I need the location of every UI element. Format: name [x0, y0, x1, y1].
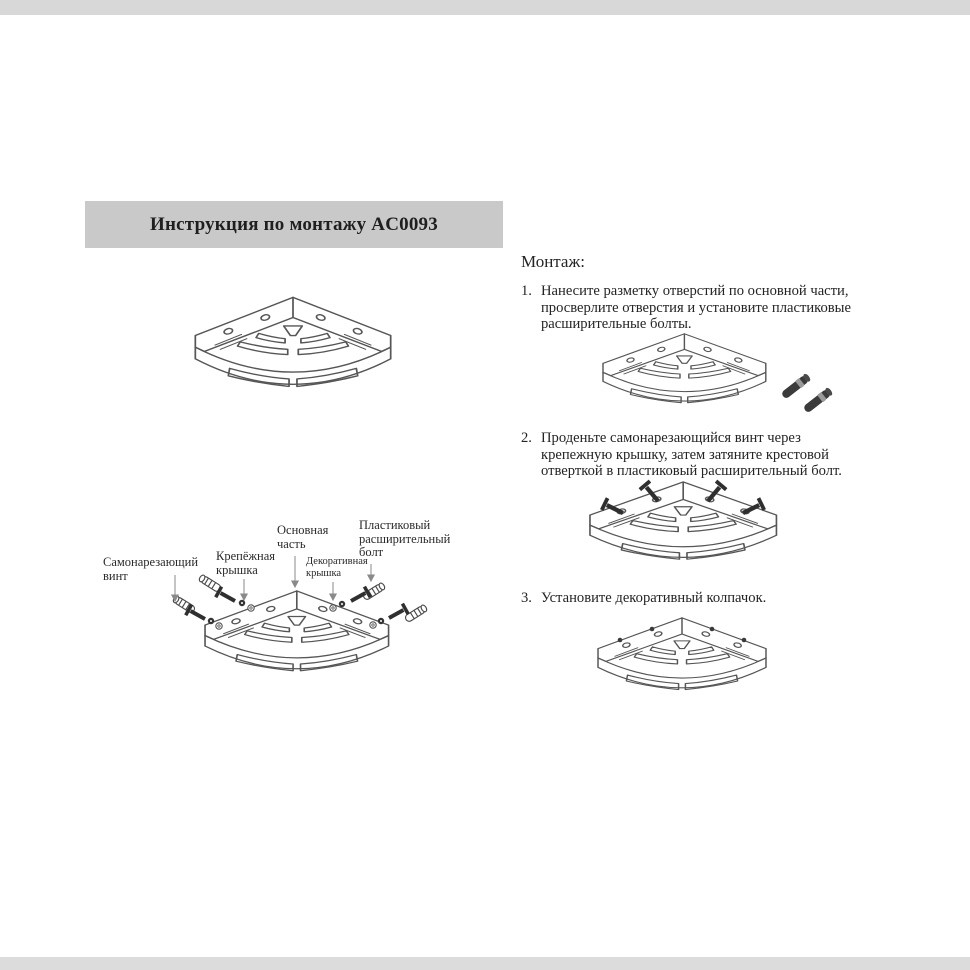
title-banner [85, 201, 503, 248]
label-main-part: Основная часть [277, 523, 329, 551]
label-fixing-cap: Крепёжная крышка [216, 549, 275, 577]
label-decorative-cap: Декоративная крышка [306, 556, 368, 579]
bottom-edge-bar [0, 957, 970, 970]
step-1 [521, 283, 875, 333]
label-expansion-bolt: Пластиковый расширительный болт [359, 518, 451, 559]
step-3-figure [592, 614, 852, 714]
step-2-drawing [572, 478, 882, 588]
step-1-number: 1. [521, 283, 532, 299]
step-1-drawing [598, 330, 848, 425]
page-title: Инструкция по монтажу AC0093 [150, 213, 438, 235]
top-edge-bar [0, 0, 970, 15]
step-2 [521, 430, 875, 480]
corner-shelf-drawing [192, 294, 397, 416]
step-3-drawing [592, 614, 852, 714]
step-2-text: Проденьте самонарезающийся винт через крепежную крышку, затем затяните крестовой отверткой в пластиковый расширительный болт. [541, 430, 842, 480]
step-2-number: 2. [521, 430, 532, 446]
step-1-text: Нанесите разметку отверстий по основной части, просверлите отверстия и установите пластиковые расширительные болты. [541, 283, 851, 333]
parts-diagram [95, 515, 475, 750]
step-3-number: 3. [521, 590, 532, 606]
step-2-figure [572, 478, 882, 588]
assembly-heading: Монтаж: [521, 252, 585, 271]
step-3 [521, 590, 875, 607]
label-self-tapping-screw: Самонарезающий винт [103, 555, 199, 583]
step-3-text: Установите декоративный колпачок. [541, 590, 767, 606]
product-overview-figure [192, 294, 397, 416]
step-1-figure [598, 330, 848, 425]
